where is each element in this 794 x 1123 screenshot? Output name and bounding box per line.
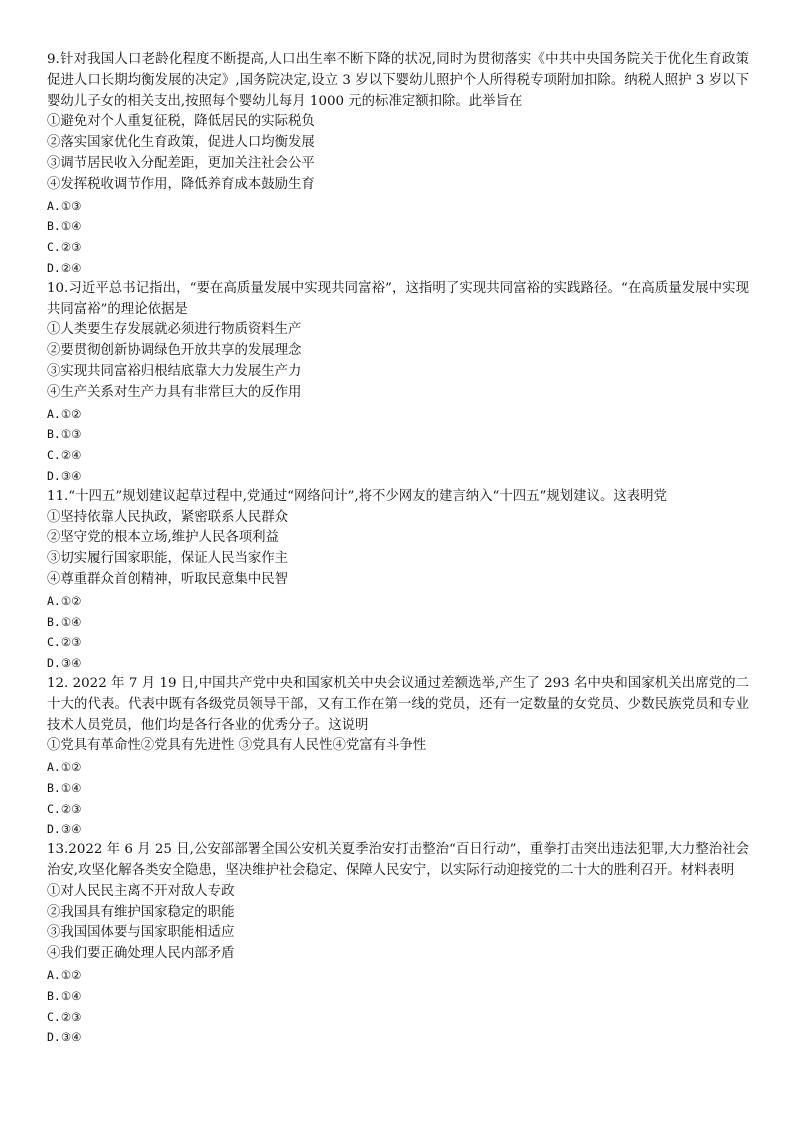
statement-3: ③我国国体要与国家职能相适应 [47,925,235,941]
option-d: D.③④ [47,656,82,671]
option-b: B.①④ [47,988,82,1003]
option-d: D.③④ [47,1030,82,1045]
statement-4: ④我们要正确处理人民内部矛盾 [47,946,235,962]
statement-4: ④生产关系对生产力具有非常巨大的反作用 [47,384,302,400]
option-d: D.③④ [47,468,82,483]
statement-2: ②我国具有维护国家稳定的职能 [47,904,235,920]
question-11 [47,487,749,674]
exam-page [47,50,749,1048]
option-a: A.①② [47,593,82,608]
statement-3: ③调节居民收入分配差距，更加关注社会公平 [47,155,315,171]
statement-3: ③切实履行国家职能，保证人民当家作主 [47,551,289,567]
question-stem: 12. 2022 年 7 月 19 日,中国共产党中央和国家机关中央会议通过差额选举,产生了 293 名中央和国家机关出席党的二十大的代表。代表中既有各级党员领导干部，又有工作在第一线的党员，还有一定数量的女党员、少数民族党员和专业技术人员党员，他们均是各行各业的优秀分子。这说明 [47,675,749,733]
option-d: D.②④ [47,260,82,275]
question-stem: 13.2022 年 6 月 25 日,公安部部署全国公安机关夏季治安打击整治“百日行动”，重拳打击突出违法犯罪,大力整治社会治安,攻坚化解各类安全隐患，坚决维护社会稳定、保障人民安宁，以实际行动迎接党的二十大的胜利召开。材料表明 [47,842,749,879]
option-c: C.②③ [47,635,82,650]
statement-1: ①坚持依靠人民执政，紧密联系人民群众 [47,509,289,525]
question-10 [47,279,749,487]
question-9 [47,50,749,279]
option-c: C.②③ [47,1009,82,1024]
option-b: B.①④ [47,219,82,234]
question-stem: 11.“十四五”规划建议起草过程中,党通过“网络问计”,将不少网友的建言纳入“十四五”规划建议。这表明党 [47,488,667,504]
option-b: B.①③ [47,427,82,442]
question-stem: 10.习近平总书记指出，“要在高质量发展中实现共同富裕”，这指明了实现共同富裕的实践路径。“在高质量发展中实现共同富裕”的理论依据是 [47,280,749,317]
option-a: A.①② [47,406,82,421]
statement-2: ②坚守党的根本立场,维护人民各项利益 [47,530,279,546]
question-12 [47,674,749,840]
statement-1: ①对人民民主离不开对敌人专政 [47,883,235,899]
statement-4: ④发挥税收调节作用，降低养育成本鼓励生育 [47,176,315,192]
option-c: C.②③ [47,240,82,255]
option-d: D.③④ [47,822,82,837]
statement-2: ②落实国家优化生育政策，促进人口均衡发展 [47,135,315,151]
option-b: B.①④ [47,614,82,629]
statement-3: ③实现共同富裕归根结底靠大力发展生产力 [47,363,302,379]
question-stem: 9.针对我国人口老龄化程度不断提高,人口出生率不断下降的状况,同时为贯彻落实《中共中央国务院关于优化生育政策促进人口长期均衡发展的决定》,国务院决定,设立 3 岁以下婴幼儿照护个人所得税专项附加扣除。纳税人照护 3 岁以下婴幼儿子女的相关支出,按照每个婴幼儿每月 1000 元的标准定额扣除。此举旨在 [47,52,749,109]
option-a: A.①② [47,760,82,775]
statement-1: ①党具有革命性②党具有先进性 ③党具有人民性④党富有斗争性 [47,738,427,754]
option-a: A.①② [47,968,82,983]
statement-2: ②要贯彻创新协调绿色开放共享的发展理念 [47,343,302,359]
statement-4: ④尊重群众首创精神，听取民意集中民智 [47,571,289,587]
option-c: C.②④ [47,448,82,463]
statement-1: ①人类要生存发展就必须进行物质资料生产 [47,322,302,338]
statement-1: ①避免对个人重复征税，降低居民的实际税负 [47,114,315,130]
option-a: A.①③ [47,198,82,213]
question-13 [47,840,749,1048]
option-b: B.①④ [47,780,82,795]
option-c: C.②③ [47,801,82,816]
